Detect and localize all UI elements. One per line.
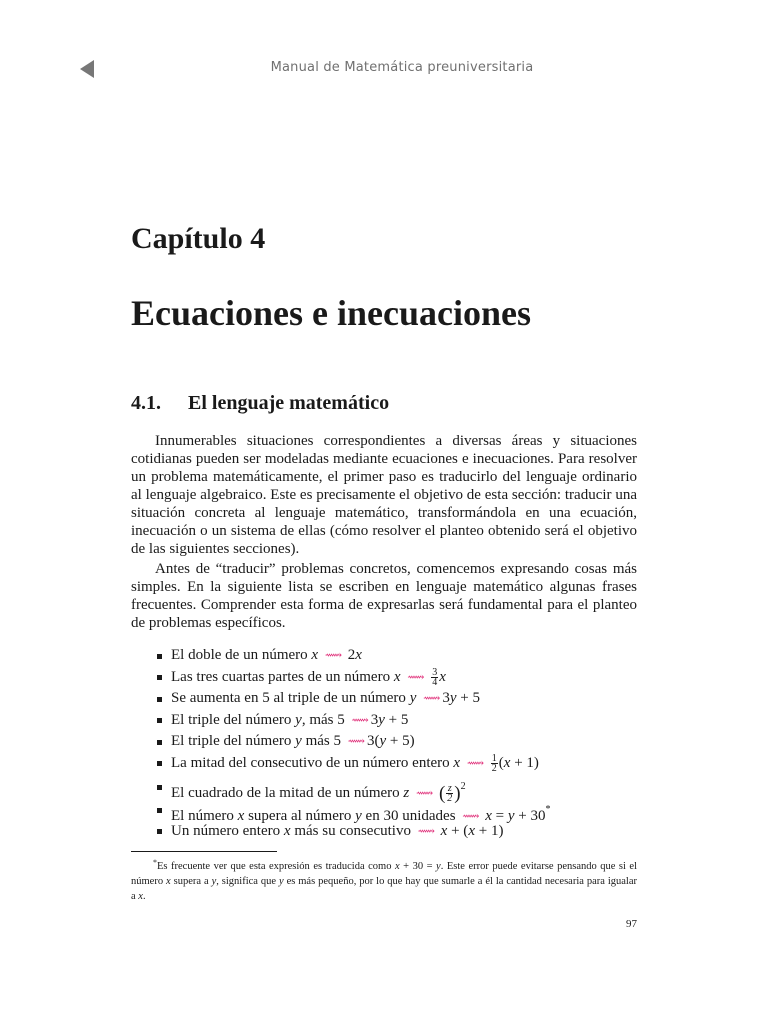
section-title: El lenguaje matemático [188, 392, 390, 414]
bullet-icon [157, 718, 162, 723]
translate-arrow-icon: ⟿ [324, 648, 342, 662]
bullet-icon [157, 808, 162, 813]
translate-arrow-icon: ⟿ [462, 809, 479, 823]
list-item: La mitad del consecutivo de un número entero x ⟿ $\frac{1}{2}$ (x + 1) [155, 753, 645, 775]
bullet-icon [157, 829, 162, 834]
translate-arrow-icon: ⟿ [347, 734, 364, 748]
fraction: $\frac{z}{2}$ [447, 783, 453, 805]
fraction: $\frac{3}{4}$ [432, 666, 438, 688]
second-paragraph: Antes de “traducir” problemas concretos, comencemos expresando cosas más simples. En la siguiente lista se escriben en lenguaje matemático algunas frases frecuentes. Comprender esta forma de expresarlas será fundamental para el planteo de problemas específicos. [131, 561, 637, 631]
chapter-title: Ecuaciones e inecuaciones [131, 293, 531, 333]
bullet-icon [157, 654, 162, 659]
intro-paragraph: Innumerables situaciones correspondientes a diversas áreas y situaciones cotidianas pueden ser modeladas mediante ecuaciones e inecuaciones. Para resolver un problema matemáticamente, el primer paso es traducirlo del lenguaje ordinario al lenguaje algebraico. Este es precisamente el objetivo de esta sección: traducir una situación concreta al lenguaje matemático, transformándola en una ecuación, inecuación o un sistema de ellas (cómo resolver el planteo obtenido será el objetivo de las siguientes secciones). [131, 433, 637, 557]
list-item: El número x supera al número y en 30 unidades ⟿ x = y + 30* [155, 799, 645, 821]
list-item: El cuadrado de la mitad de un número z ⟿ ( $\frac{z}{2}$ )$^2$ [155, 774, 645, 799]
footnote-divider [131, 851, 277, 852]
list-item: Las tres cuartas partes de un número x ⟿ $\frac{3}{4}$ x [155, 667, 645, 689]
bullet-icon [157, 761, 162, 766]
list-item: Se aumenta en 5 al triple de un número y ⟿ 3y + 5 [155, 688, 645, 710]
translate-arrow-icon: ⟿ [351, 712, 368, 727]
bullet-icon [157, 697, 162, 702]
translate-arrow-icon: ⟿ [416, 786, 433, 800]
list-item: Un número entero x más su consecutivo ⟿ x + (x + 1) [155, 821, 645, 843]
list-item: El triple del número y, más 5 ⟿ 3y + 5 [155, 710, 645, 732]
section-heading [131, 392, 389, 415]
chapter-label: Capítulo 4 [131, 222, 266, 255]
translate-arrow-icon: ⟿ [466, 755, 484, 770]
section-number: 4.1. [131, 392, 161, 414]
phrase-list [155, 645, 645, 842]
fraction: $\frac{1}{2}$ [491, 752, 497, 774]
bullet-icon [157, 785, 162, 790]
page-number: 97 [626, 918, 637, 930]
translate-arrow-icon: ⟿ [407, 669, 424, 684]
running-header: Manual de Matemática preuniversitaria [270, 60, 534, 75]
bullet-icon [157, 740, 162, 745]
footnote: *Es frecuente ver que esta expresión es traducida como x + 30 = y. Este error puede evitarse pensando que si el número x supera a y, significa que y es más pequeño, por lo que hay que sumarle a él la cantidad necesaria para igualar a x. [131, 858, 638, 902]
translate-arrow-icon: ⟿ [417, 823, 434, 838]
list-item: El triple del número y más 5 ⟿ 3(y + 5) [155, 731, 645, 753]
footnote-mark[interactable]: * [545, 804, 551, 815]
translate-arrow-icon: ⟿ [423, 691, 440, 705]
bullet-icon [157, 675, 162, 680]
list-item: El doble de un número x ⟿ 2x [155, 645, 645, 667]
